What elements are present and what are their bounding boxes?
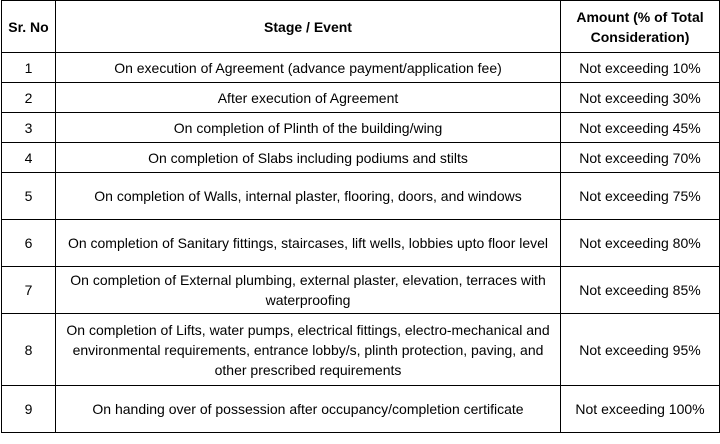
row-stage: On completion of Slabs including podiums and stilts [56,143,561,173]
row-sr-no: 1 [2,53,56,83]
row-stage: On completion of Plinth of the building/wing [56,113,561,143]
row-stage: On execution of Agreement (advance payment/application fee) [56,53,561,83]
header-amount-line1: Amount (% of Total [576,8,704,25]
row-stage: On completion of External plumbing, external plaster, elevation, terraces with waterproofing [56,267,561,314]
row-amount: Not exceeding 95% [561,314,720,386]
header-stage-event: Stage / Event [56,1,561,53]
table-row [2,113,720,143]
row-sr-no: 3 [2,113,56,143]
row-amount: Not exceeding 100% [561,386,720,433]
row-sr-no: 5 [2,173,56,220]
header-sr-no: Sr. No [2,1,56,53]
row-sr-no: 4 [2,143,56,173]
table-row [2,386,720,433]
table-header-row [2,1,720,53]
row-sr-no: 9 [2,386,56,433]
row-amount: Not exceeding 70% [561,143,720,173]
row-stage: After execution of Agreement [56,83,561,113]
header-amount-line2: Consideration) [590,28,690,45]
row-sr-no: 6 [2,220,56,267]
header-amount [561,1,720,53]
row-stage: On completion of Walls, internal plaster, flooring, doors, and windows [56,173,561,220]
row-sr-no: 7 [2,267,56,314]
table-row [2,267,720,314]
row-stage: On completion of Lifts, water pumps, electrical fittings, electro-mechanical and environmental requirements, entrance lobby/s, plinth protection, paving, and other prescribed requirements [56,314,561,386]
row-amount: Not exceeding 45% [561,113,720,143]
row-amount: Not exceeding 10% [561,53,720,83]
table-row [2,53,720,83]
table-row [2,314,720,386]
row-stage: On handing over of possession after occupancy/completion certificate [56,386,561,433]
table-row [2,143,720,173]
payment-schedule-table [1,0,720,433]
table-row [2,220,720,267]
table-row [2,83,720,113]
row-amount: Not exceeding 30% [561,83,720,113]
row-sr-no: 2 [2,83,56,113]
table-row [2,173,720,220]
row-amount: Not exceeding 75% [561,173,720,220]
row-sr-no: 8 [2,314,56,386]
row-stage: On completion of Sanitary fittings, staircases, lift wells, lobbies upto floor level [56,220,561,267]
row-amount: Not exceeding 85% [561,267,720,314]
row-amount: Not exceeding 80% [561,220,720,267]
